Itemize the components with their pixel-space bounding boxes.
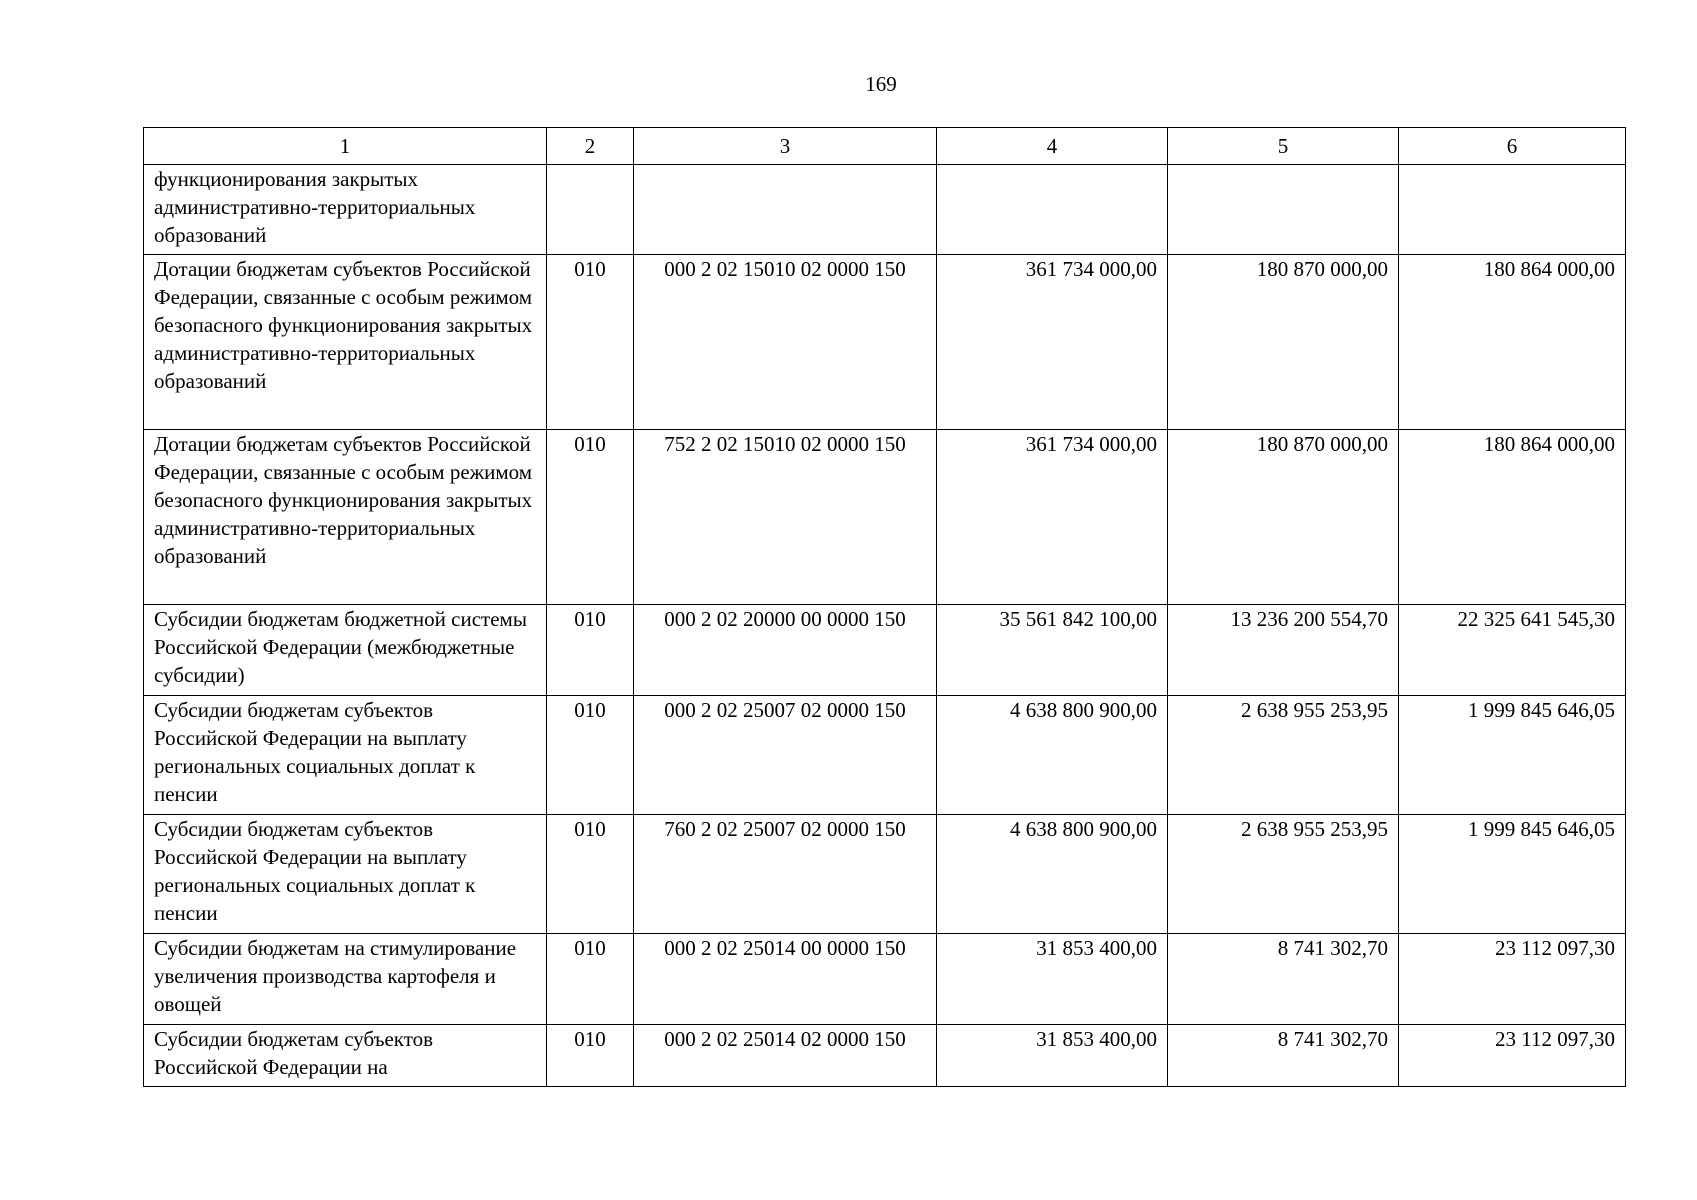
table-row	[144, 696, 1626, 815]
row-value-5-cell: 8 741 302,70	[1168, 934, 1399, 1025]
row-name-cell: Субсидии бюджетам субъектов Российской Федерации на	[144, 1025, 547, 1087]
row-name-cell: Субсидии бюджетам на стимулирование увеличения производства картофеля и овощей	[144, 934, 547, 1025]
row-value-4-cell: 361 734 000,00	[937, 255, 1168, 430]
row-value-5-cell: 2 638 955 253,95	[1168, 815, 1399, 934]
row-code-cell: 010	[547, 605, 634, 696]
column-header-4: 4	[937, 128, 1168, 165]
row-kbk-cell: 752 2 02 15010 02 0000 150	[634, 430, 937, 605]
row-name-cell: Субсидии бюджетам субъектов Российской Федерации на выплату региональных социальных доплат к пенсии	[144, 696, 547, 815]
row-kbk-cell: 760 2 02 25007 02 0000 150	[634, 815, 937, 934]
row-code-cell: 010	[547, 255, 634, 430]
row-value-4-cell: 35 561 842 100,00	[937, 605, 1168, 696]
column-header-3: 3	[634, 128, 937, 165]
column-header-6: 6	[1399, 128, 1626, 165]
row-kbk-cell	[634, 165, 937, 255]
table-row	[144, 934, 1626, 1025]
row-value-6-cell: 22 325 641 545,30	[1399, 605, 1626, 696]
table-row	[144, 815, 1626, 934]
row-code-cell: 010	[547, 934, 634, 1025]
row-value-5-cell: 8 741 302,70	[1168, 1025, 1399, 1087]
budget-table	[143, 127, 1626, 1087]
column-header-2: 2	[547, 128, 634, 165]
row-name-cell: Дотации бюджетам субъектов Российской Федерации, связанные с особым режимом безопасного функционирования закрытых административно-территориальных образований	[144, 430, 547, 605]
row-value-5-cell: 13 236 200 554,70	[1168, 605, 1399, 696]
row-code-cell: 010	[547, 815, 634, 934]
table-row	[144, 605, 1626, 696]
row-value-4-cell: 4 638 800 900,00	[937, 815, 1168, 934]
row-name-cell: функционирования закрытых административно-территориальных образований	[144, 165, 547, 255]
row-value-4-cell: 361 734 000,00	[937, 430, 1168, 605]
row-name-cell: Дотации бюджетам субъектов Российской Федерации, связанные с особым режимом безопасного функционирования закрытых административно-территориальных образований	[144, 255, 547, 430]
row-value-6-cell	[1399, 165, 1626, 255]
row-code-cell: 010	[547, 1025, 634, 1087]
row-value-4-cell: 31 853 400,00	[937, 934, 1168, 1025]
row-code-cell	[547, 165, 634, 255]
column-header-1: 1	[144, 128, 547, 165]
row-value-4-cell	[937, 165, 1168, 255]
table-row	[144, 255, 1626, 430]
row-value-5-cell: 180 870 000,00	[1168, 430, 1399, 605]
table-row	[144, 165, 1626, 255]
row-value-6-cell: 180 864 000,00	[1399, 430, 1626, 605]
row-name-cell: Субсидии бюджетам бюджетной системы Российской Федерации (межбюджетные субсидии)	[144, 605, 547, 696]
column-header-5: 5	[1168, 128, 1399, 165]
row-kbk-cell: 000 2 02 25014 02 0000 150	[634, 1025, 937, 1087]
row-value-6-cell: 1 999 845 646,05	[1399, 815, 1626, 934]
row-kbk-cell: 000 2 02 20000 00 0000 150	[634, 605, 937, 696]
row-value-5-cell: 180 870 000,00	[1168, 255, 1399, 430]
row-kbk-cell: 000 2 02 25014 00 0000 150	[634, 934, 937, 1025]
row-name-cell: Субсидии бюджетам субъектов Российской Федерации на выплату региональных социальных доплат к пенсии	[144, 815, 547, 934]
row-value-6-cell: 23 112 097,30	[1399, 934, 1626, 1025]
row-value-4-cell: 31 853 400,00	[937, 1025, 1168, 1087]
row-value-6-cell: 180 864 000,00	[1399, 255, 1626, 430]
row-value-4-cell: 4 638 800 900,00	[937, 696, 1168, 815]
row-code-cell: 010	[547, 430, 634, 605]
row-value-6-cell: 1 999 845 646,05	[1399, 696, 1626, 815]
row-kbk-cell: 000 2 02 25007 02 0000 150	[634, 696, 937, 815]
table-row	[144, 430, 1626, 605]
row-code-cell: 010	[547, 696, 634, 815]
page-number: 169	[865, 72, 897, 96]
row-value-5-cell: 2 638 955 253,95	[1168, 696, 1399, 815]
row-value-6-cell: 23 112 097,30	[1399, 1025, 1626, 1087]
table-row	[144, 1025, 1626, 1087]
row-kbk-cell: 000 2 02 15010 02 0000 150	[634, 255, 937, 430]
row-value-5-cell	[1168, 165, 1399, 255]
table-header-row	[144, 128, 1626, 165]
